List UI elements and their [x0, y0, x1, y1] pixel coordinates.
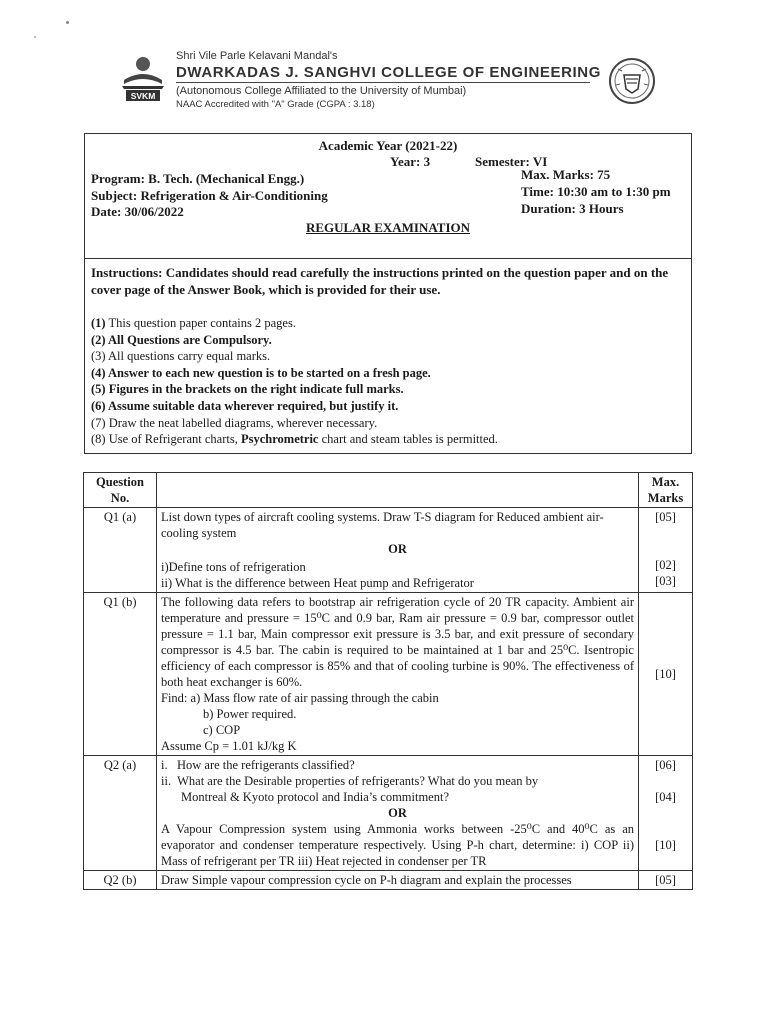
college-header: [176, 50, 601, 110]
question-text: [157, 593, 639, 756]
semester: Semester: VI: [475, 154, 548, 169]
question-marks: [05] [02] [03]: [639, 508, 693, 593]
table-row: [84, 871, 693, 890]
header-blank: [157, 473, 639, 508]
header-question-no: Question No.: [84, 473, 157, 508]
q2a-i: i. How are the refrigerants classified?: [161, 758, 355, 772]
table-row: [84, 756, 693, 871]
academic-year: Academic Year (2021-22): [318, 138, 458, 153]
instructions-box: [84, 258, 692, 454]
question-marks: [06] [04] [10]: [639, 756, 693, 871]
instruction-item: (4) Answer to each new question is to be started on a fresh page.: [91, 365, 431, 380]
q1a-part1: List down types of aircraft cooling systems. Draw T-S diagram for Reduced ambient air-cooling system: [161, 510, 604, 540]
q1a-sub1: i)Define tons of refrigeration: [161, 560, 306, 574]
question-marks: [05]: [639, 871, 693, 890]
q1b-text: The following data refers to bootstrap air refrigeration cycle of 20 TR capacity. Ambient air temperature and pressure = 15⁰C and 0.9 bar, Ram air pressure = 0.9 bar, compressor outlet pressure = 1.1 bar, Main compressor exit pressure is 3.5 bar, and exit pressure of secondary compressor is 4.5 bar. The cabin is required to be maintained at 1 bar and 25⁰C. Isentropic efficiency of each compressor is 85% and that of cooling turbine is 90%. The effectiveness of both heat exchanger is 60%.: [161, 595, 634, 689]
q2a-ii: ii. What are the Desirable properties of refrigerants? What do you mean by: [161, 774, 539, 788]
exam-details-box: [84, 133, 692, 259]
accreditation: NAAC Accredited with "A" Grade (CGPA : 3.18): [176, 99, 375, 110]
question-table: [83, 472, 693, 890]
scan-speck: [34, 36, 36, 38]
instruction-item: (6) Assume suitable data wherever required, but justify it.: [91, 398, 399, 413]
program: Program: B. Tech. (Mechanical Engg.): [91, 171, 305, 186]
exam-date: Date: 30/06/2022: [91, 204, 184, 219]
max-marks: Max. Marks: 75: [521, 167, 611, 182]
or-label: OR: [388, 806, 407, 820]
q2a-alt: A Vapour Compression system using Ammonia works between -25⁰C and 40⁰C as an evaporator and condenser temperature respectively. Using P-h chart, determine: i) COP ii) Mass of refrigerant per TR iii) Heat rejected in condenser per TR: [161, 822, 634, 868]
q1b-find-c: c) COP: [203, 723, 241, 737]
question-marks: [10]: [639, 593, 693, 756]
table-row: [84, 508, 693, 593]
instruction-item: (7) Draw the neat labelled diagrams, wherever necessary.: [91, 415, 378, 430]
program-info: [91, 171, 328, 221]
q2a-ii-cont: Montreal & Kyoto protocol and India’s commitment?: [181, 790, 449, 804]
affiliation: (Autonomous College Affiliated to the University of Mumbai): [176, 85, 467, 97]
table-header-row: [84, 473, 693, 508]
exam-duration: Duration: 3 Hours: [521, 201, 624, 216]
header-max-marks: Max. Marks: [639, 473, 693, 508]
college-seal: [606, 55, 658, 107]
instruction-item: (3) All questions carry equal marks.: [91, 349, 271, 364]
scan-speck: [66, 21, 69, 24]
logo-lettering: SVKM: [130, 91, 156, 101]
question-text: [157, 508, 639, 593]
exam-time: Time: 10:30 am to 1:30 pm: [521, 184, 671, 199]
exam-type: REGULAR EXAMINATION: [305, 220, 471, 235]
header-rule: [176, 82, 590, 83]
q1a-sub2: ii) What is the difference between Heat pump and Refrigerator: [161, 576, 474, 590]
table-row: [84, 593, 693, 756]
instruction-item: (2) All Questions are Compulsory.: [91, 332, 272, 347]
year: Year: 3: [390, 154, 431, 169]
question-number: Q1 (b): [84, 593, 157, 756]
question-number: Q1 (a): [84, 508, 157, 593]
q1b-find: Find: a) Mass flow rate of air passing through the cabin: [161, 691, 439, 705]
exam-timing: [521, 166, 671, 217]
question-text: [157, 756, 639, 871]
instruction-item: (5) Figures in the brackets on the right indicate full marks.: [91, 382, 404, 397]
instructions-list: [91, 315, 687, 448]
instruction-item: (8) Use of Refrigerant charts, Psychrometric chart and steam tables is permitted.: [91, 432, 498, 447]
question-number: Q2 (a): [84, 756, 157, 871]
trust-name: Shri Vile Parle Kelavani Mandal's: [176, 50, 338, 62]
q1b-find-b: b) Power required.: [203, 707, 297, 721]
subject: Subject: Refrigeration & Air-Conditioning: [91, 187, 328, 203]
or-label: OR: [388, 542, 407, 556]
college-name: DWARKADAS J. SANGHVI COLLEGE OF ENGINEERING: [176, 64, 601, 81]
svkm-logo: [118, 50, 168, 102]
q1b-assume: Assume Cp = 1.01 kJ/kg K: [161, 739, 297, 753]
question-number: Q2 (b): [84, 871, 157, 890]
instruction-item: (1) This question paper contains 2 pages.: [91, 316, 296, 330]
instructions-lead: Instructions: Candidates should read carefully the instructions printed on the question paper and on the cover page of the Answer Book, which is provided for their use.: [91, 265, 669, 297]
question-text: Draw Simple vapour compression cycle on P-h diagram and explain the processes: [157, 871, 639, 890]
